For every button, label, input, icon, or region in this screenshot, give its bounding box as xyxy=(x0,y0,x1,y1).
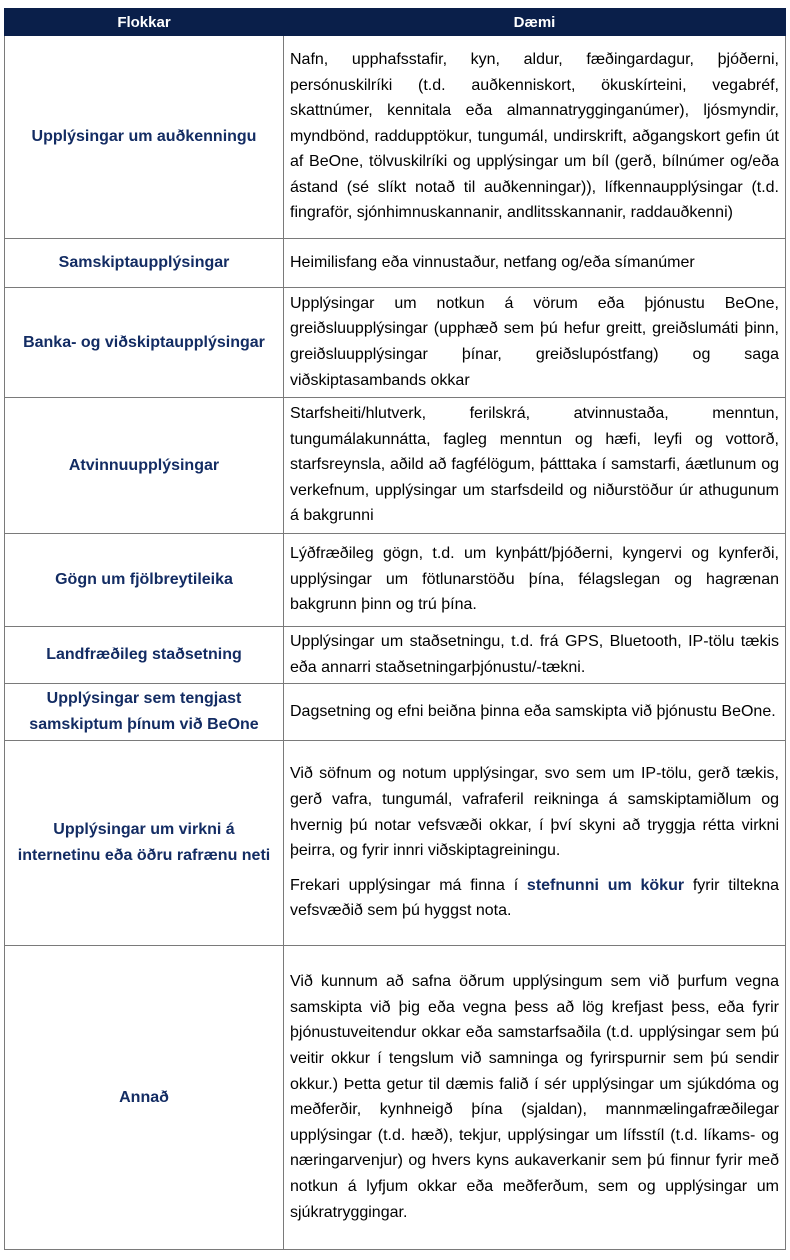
header-example: Dæmi xyxy=(284,9,786,36)
example-text-after: fyrir tiltekna vefsvæðið sem þú hyggst nota. xyxy=(290,876,779,920)
table-row xyxy=(5,398,786,534)
example-cell xyxy=(284,946,786,1250)
data-categories-table xyxy=(4,8,786,1250)
example-text-before: Frekari upplýsingar má finna í xyxy=(290,876,527,894)
example-text: Dagsetning og efni beiðna þinna eða samskipta við þjónustu BeOne. xyxy=(290,702,776,720)
example-text-more xyxy=(290,873,779,924)
example-text: Við kunnum að safna öðrum upplýsingum sem við þurfum vegna samskipta við þig eða vegna þess að lög krefjast þess, eða fyrir þjónustuveitendur okkar eða samstarfsaðila (t.d. upplýsingar sem þú veitir okkur í tengslum við samninga og fyrirspurnir sem þú sendir okkur.) Þetta getur til dæmis falið í sér upplýsingar um sjúkdóma og meðferðir, kynhneigð þína (sjaldan), mannmælingafræðilegar upplýsingar (t.d. hæð), tekjur, upplýsingar um lífsstíl (t.d. líkams- og næringarvenjur) og hvers kyns aukaverkanir sem þú finnur fyrir með notkun á lyfjum okkar eða meðferðum, sem og upplýsingar um sjúkratryggingar. xyxy=(290,973,779,1221)
example-text: Lýðfræðileg gögn, t.d. um kynþátt/þjóðerni, kyngervi og kynferði, upplýsingar um fötlunarstöðu þína, félagslegan og hagrænan bakgrunn þinn og trú þína. xyxy=(290,545,779,614)
category-cell: Gögn um fjölbreytileika xyxy=(5,534,284,627)
example-cell xyxy=(284,534,786,627)
example-text: Starfsheiti/hlutverk, ferilskrá, atvinnustaða, menntun, tungumálakunnátta, fagleg menntun og hæfi, leyfi og vottorð, starfsreynsla, aðild að fagfélögum, þátttaka í samstarfi, áætlunum og verkefnum, upplýsingar um starfsdeild og niðurstöður úr athugunum á bakgrunni xyxy=(290,405,779,525)
table-row xyxy=(5,741,786,946)
example-cell xyxy=(284,627,786,684)
example-cell xyxy=(284,741,786,946)
table-row xyxy=(5,288,786,398)
header-category: Flokkar xyxy=(5,9,284,36)
example-cell xyxy=(284,398,786,534)
category-cell: Atvinnuupplýsingar xyxy=(5,398,284,534)
table-row xyxy=(5,36,786,239)
category-cell: Landfræðileg staðsetning xyxy=(5,627,284,684)
table-row xyxy=(5,684,786,741)
table-row xyxy=(5,239,786,288)
example-cell xyxy=(284,288,786,398)
category-cell: Banka- og viðskiptaupplýsingar xyxy=(5,288,284,398)
example-text: Heimilisfang eða vinnustaður, netfang og/eða símanúmer xyxy=(290,253,695,271)
example-cell xyxy=(284,684,786,741)
category-cell: Upplýsingar um virkni á internetinu eða öðru rafrænu neti xyxy=(5,741,284,946)
cookie-policy-link[interactable]: stefnunni um kökur xyxy=(526,876,685,894)
table-row xyxy=(5,627,786,684)
category-cell: Annað xyxy=(5,946,284,1250)
category-cell: Upplýsingar um auðkenningu xyxy=(5,36,284,239)
example-cell xyxy=(284,36,786,239)
table-header-row xyxy=(5,9,786,36)
category-cell: Samskiptaupplýsingar xyxy=(5,239,284,288)
category-cell: Upplýsingar sem tengjast samskiptum þínum við BeOne xyxy=(5,684,284,741)
table-row xyxy=(5,946,786,1250)
example-text: Nafn, upphafsstafir, kyn, aldur, fæðingardagur, þjóðerni, persónuskilríki (t.d. auðkenniskort, ökuskírteini, vegabréf, skattnúmer, kennitala eða almannatrygginganúmer), ljósmyndir, myndbönd, raddupptökur, tungumál, undirskrift, aðgangskort gefin út af BeOne, tölvuskilríki og upplýsingar um bíl (gerð, bílnúmer og/eða ástand (sé slíkt notað til auðkenningar)), lífkennaupplýsingar (t.d. fingraför, sjónhimnuskannanir, andlitsskannanir, raddauðkenni) xyxy=(290,50,779,222)
example-cell xyxy=(284,239,786,288)
example-text: Við söfnum og notum upplýsingar, svo sem um IP-tölu, gerð tækis, gerð vafra, tungumál, vafraferil reikninga á samskiptamiðlum og hvernig þú notar vefsvæði okkar, í því skyni að tryggja rétta virkni þeirra, og fyrir innri viðskiptagreiningu. xyxy=(290,765,779,860)
table-row xyxy=(5,534,786,627)
example-text: Upplýsingar um staðsetningu, t.d. frá GPS, Bluetooth, IP-tölu tækis eða annarri staðsetningarþjónustu/-tækni. xyxy=(290,633,779,676)
example-text: Upplýsingar um notkun á vörum eða þjónustu BeOne, greiðsluupplýsingar (upphæð sem þú hefur greitt, greiðslumáti þinn, greiðsluupplýsingar þínar, greiðslupóstfang) og saga viðskiptasambands okkar xyxy=(290,294,779,389)
